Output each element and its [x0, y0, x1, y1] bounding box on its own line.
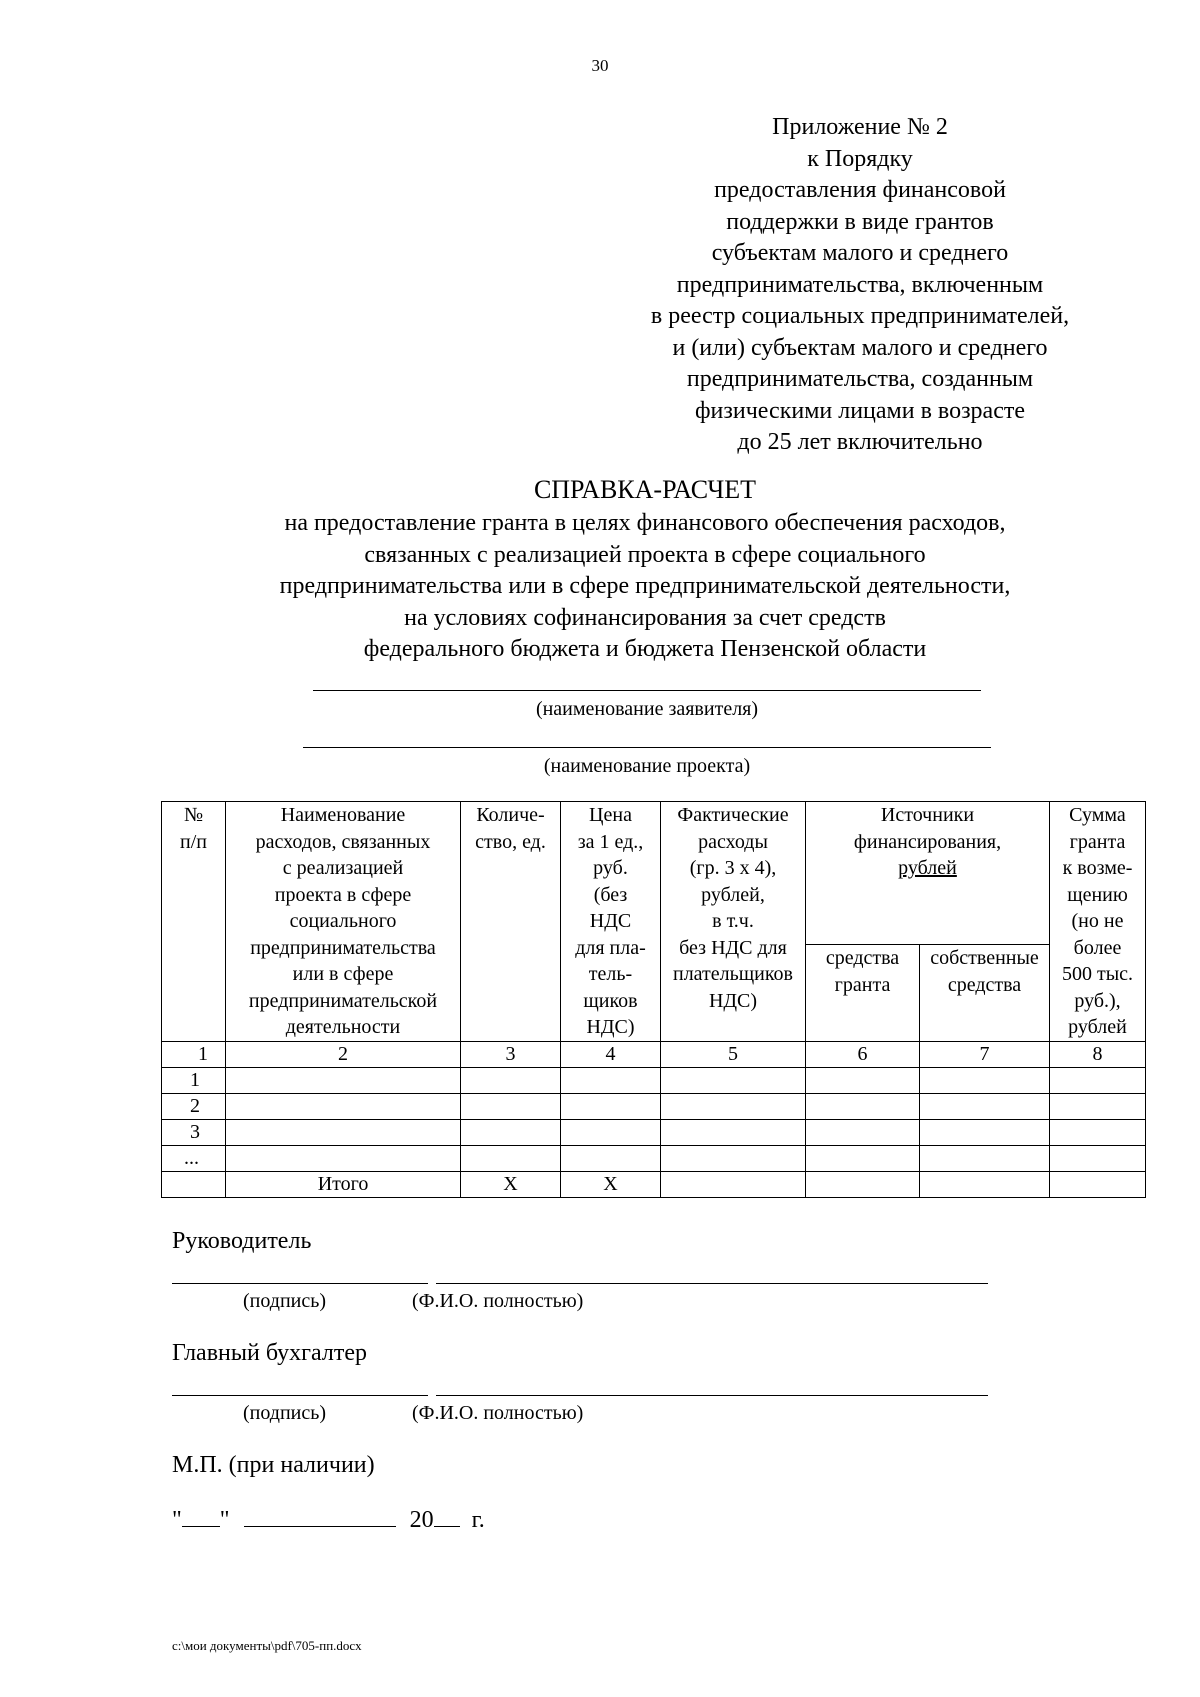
cell-actual[interactable]: [661, 1171, 806, 1197]
cell-grant[interactable]: [806, 1145, 920, 1171]
cell-sum[interactable]: [1050, 1119, 1146, 1145]
header-line: расходы: [698, 830, 768, 853]
appendix-line: поддержки в виде грантов: [726, 208, 994, 235]
header-line: НДС: [589, 910, 632, 932]
head-fio-line[interactable]: [436, 1283, 988, 1284]
cell-own[interactable]: [920, 1171, 1050, 1197]
subtitle-line: федерального бюджета и бюджета Пензенской области: [363, 636, 927, 662]
cell-own[interactable]: [920, 1093, 1050, 1119]
header-line: деятельности: [285, 1016, 401, 1038]
head-signature-line[interactable]: [172, 1283, 428, 1284]
subtitle-line: предпринимательства или в сфере предпринимательской деятельности,: [279, 573, 1011, 599]
accountant-signature-line[interactable]: [172, 1395, 428, 1396]
header-grant-funds: [806, 945, 920, 1041]
column-number-cell: 8: [1050, 1041, 1146, 1067]
column-number-cell: 6: [806, 1041, 920, 1067]
subtitle-line: на предоставление гранта в целях финансового обеспечения расходов,: [284, 510, 1006, 536]
cell-grant[interactable]: [806, 1093, 920, 1119]
year-suffix: г.: [471, 1507, 485, 1533]
header-line: гранта: [834, 973, 891, 996]
cell-num: 1: [162, 1067, 226, 1093]
cell-sum[interactable]: [1050, 1093, 1146, 1119]
header-line: проекта в сфере: [274, 883, 412, 906]
accountant-fio-caption: (Ф.И.О. полностью): [412, 1402, 584, 1424]
head-sign-caption: (подпись): [243, 1290, 327, 1312]
cell-num: 3: [162, 1119, 226, 1145]
cell-actual[interactable]: [661, 1145, 806, 1171]
cell-price[interactable]: [561, 1119, 661, 1145]
header-line: расходов, связанных: [255, 830, 431, 853]
header-line: Наименование: [280, 804, 406, 826]
head-label: Руководитель: [172, 1228, 312, 1254]
appendix-line: предоставления финансовой: [714, 177, 1006, 203]
cell-sum[interactable]: [1050, 1145, 1146, 1171]
footer-file-path: c:\мои документы\pdf\705-пп.docx: [172, 1638, 362, 1653]
column-numbers-row: [162, 1041, 1146, 1067]
cell-price[interactable]: [561, 1067, 661, 1093]
appendix-line: и (или) субъектам малого и среднего: [672, 334, 1048, 361]
subtitle-line: на условиях софинансирования за счет средств: [404, 604, 886, 631]
appendix-line: предпринимательства, включенным: [676, 271, 1044, 298]
header-funding-sources: [806, 802, 1050, 945]
header-line: руб.),: [1074, 989, 1121, 1012]
header-line: (без: [593, 883, 628, 906]
cell-name[interactable]: [226, 1067, 461, 1093]
cell-price: Х: [561, 1171, 661, 1197]
applicant-caption: (наименование заявителя): [535, 698, 759, 720]
head-fio-caption: (Ф.И.О. полностью): [412, 1290, 584, 1312]
header-line: плательщиков: [672, 963, 793, 985]
cell-name: Итого: [226, 1171, 461, 1197]
year-prefix: 20: [409, 1507, 434, 1533]
header-line: средства: [825, 947, 900, 970]
cell-sum[interactable]: [1050, 1171, 1146, 1197]
column-number-cell: 1: [162, 1041, 226, 1067]
year-field[interactable]: [434, 1506, 460, 1527]
header-unit-price: [561, 802, 661, 1042]
cell-actual[interactable]: [661, 1067, 806, 1093]
appendix-line: в реестр социальных предпринимателей,: [650, 303, 1070, 329]
header-quantity: [461, 802, 561, 1042]
cell-num: ...: [162, 1145, 226, 1171]
header-line: щению: [1067, 883, 1128, 906]
header-line: за 1 ед.,: [577, 830, 644, 853]
month-field[interactable]: [244, 1506, 396, 1527]
cell-num: 2: [162, 1093, 226, 1119]
table-row: [162, 1093, 1146, 1119]
appendix-line: к Порядку: [807, 145, 913, 172]
header-line: щиков: [583, 989, 638, 1012]
appendix-line: до 25 лет включительно: [737, 429, 983, 455]
document-title: СПРАВКА-РАСЧЕТ: [533, 475, 757, 504]
cell-name[interactable]: [226, 1119, 461, 1145]
column-number-cell: 2: [226, 1041, 461, 1067]
appendix-line: Приложение № 2: [772, 114, 948, 140]
date-close-quote: ": [219, 1507, 230, 1533]
appendix-line: предпринимательства, созданным: [686, 366, 1034, 392]
header-line: Сумма: [1069, 804, 1126, 826]
table-row: [162, 1067, 1146, 1093]
header-line: (гр. 3 х 4),: [689, 857, 777, 879]
column-number-cell: 7: [920, 1041, 1050, 1067]
header-line: №: [183, 804, 204, 826]
cell-actual[interactable]: [661, 1093, 806, 1119]
cell-name[interactable]: [226, 1145, 461, 1171]
cell-own[interactable]: [920, 1119, 1050, 1145]
header-line: Источники: [880, 804, 975, 826]
header-line: тель-: [588, 963, 633, 985]
cell-actual[interactable]: [661, 1119, 806, 1145]
header-line: предпринимательства: [250, 936, 436, 959]
header-line: или в сфере: [292, 963, 394, 985]
header-own-funds: [920, 945, 1050, 1041]
header-expense-name: [226, 802, 461, 1042]
column-number-cell: 3: [461, 1041, 561, 1067]
header-line: НДС): [708, 989, 758, 1012]
header-line: собственные: [930, 947, 1039, 970]
header-line: гранта: [1069, 830, 1126, 853]
cell-price[interactable]: [561, 1145, 661, 1171]
header-line: финансирования,: [853, 830, 1002, 853]
header-line: 500 тыс.: [1061, 963, 1134, 985]
accountant-label: Главный бухгалтер: [172, 1340, 367, 1366]
document-subtitle: [0, 508, 1200, 666]
accountant-fio-line[interactable]: [436, 1395, 988, 1396]
cell-own[interactable]: [920, 1067, 1050, 1093]
header-line: к возме-: [1062, 857, 1133, 879]
header-line: НДС): [586, 1016, 635, 1038]
subtitle-line: связанных с реализацией проекта в сфере социального: [364, 541, 926, 568]
header-line: для пла-: [575, 936, 646, 959]
applicant-name-line[interactable]: [313, 690, 981, 691]
table-row: [162, 1145, 1146, 1171]
header-line: более: [1073, 936, 1122, 959]
header-row-number: [162, 802, 226, 1042]
header-line: Фактические: [677, 804, 789, 826]
header-line: предпринимательской: [248, 989, 438, 1012]
column-number-cell: 5: [661, 1041, 806, 1067]
cell-own[interactable]: [920, 1145, 1050, 1171]
header-line: без НДС для: [679, 936, 787, 959]
day-field[interactable]: [182, 1506, 220, 1527]
header-line: ство, ед.: [475, 830, 546, 853]
header-line: средства: [947, 973, 1022, 996]
cell-name[interactable]: [226, 1093, 461, 1119]
header-line: руб.: [593, 857, 628, 879]
header-line: рублей: [1068, 1016, 1127, 1038]
project-name-line[interactable]: [303, 747, 991, 748]
page-number: 30: [591, 56, 609, 75]
cell-qty[interactable]: [461, 1119, 561, 1145]
cell-grant[interactable]: [806, 1119, 920, 1145]
header-line: рублей: [898, 857, 957, 879]
header-line: социального: [289, 910, 397, 932]
appendix-header: [600, 112, 1120, 459]
cell-qty: Х: [461, 1171, 561, 1197]
header-line: в т.ч.: [712, 910, 754, 932]
cell-price[interactable]: [561, 1093, 661, 1119]
date-open-quote: ": [172, 1507, 182, 1533]
header-line: Цена: [589, 804, 632, 826]
calculation-table: [161, 801, 1146, 1198]
cell-qty[interactable]: [461, 1093, 561, 1119]
header-actual-expenses: [661, 802, 806, 1042]
header-line: (но не: [1071, 910, 1124, 932]
cell-sum[interactable]: [1050, 1067, 1146, 1093]
header-line: Количе-: [476, 804, 545, 826]
appendix-line: субъектам малого и среднего: [711, 240, 1009, 266]
appendix-line: физическими лицами в возрасте: [695, 397, 1025, 424]
cell-grant[interactable]: [806, 1067, 920, 1093]
stamp-label: М.П. (при наличии): [172, 1452, 375, 1478]
accountant-sign-caption: (подпись): [243, 1402, 327, 1424]
header-line: п/п: [180, 830, 207, 853]
cell-qty[interactable]: [461, 1067, 561, 1093]
header-line: с реализацией: [282, 857, 404, 879]
header-grant-amount: [1050, 802, 1146, 1042]
project-caption: (наименование проекта): [543, 755, 751, 777]
header-line: рублей,: [701, 883, 765, 906]
date-row: [172, 1506, 485, 1534]
cell-qty[interactable]: [461, 1145, 561, 1171]
cell-grant[interactable]: [806, 1171, 920, 1197]
column-number-cell: 4: [561, 1041, 661, 1067]
table-row: [162, 1119, 1146, 1145]
cell-num: [162, 1171, 226, 1197]
total-row: [162, 1171, 1146, 1197]
